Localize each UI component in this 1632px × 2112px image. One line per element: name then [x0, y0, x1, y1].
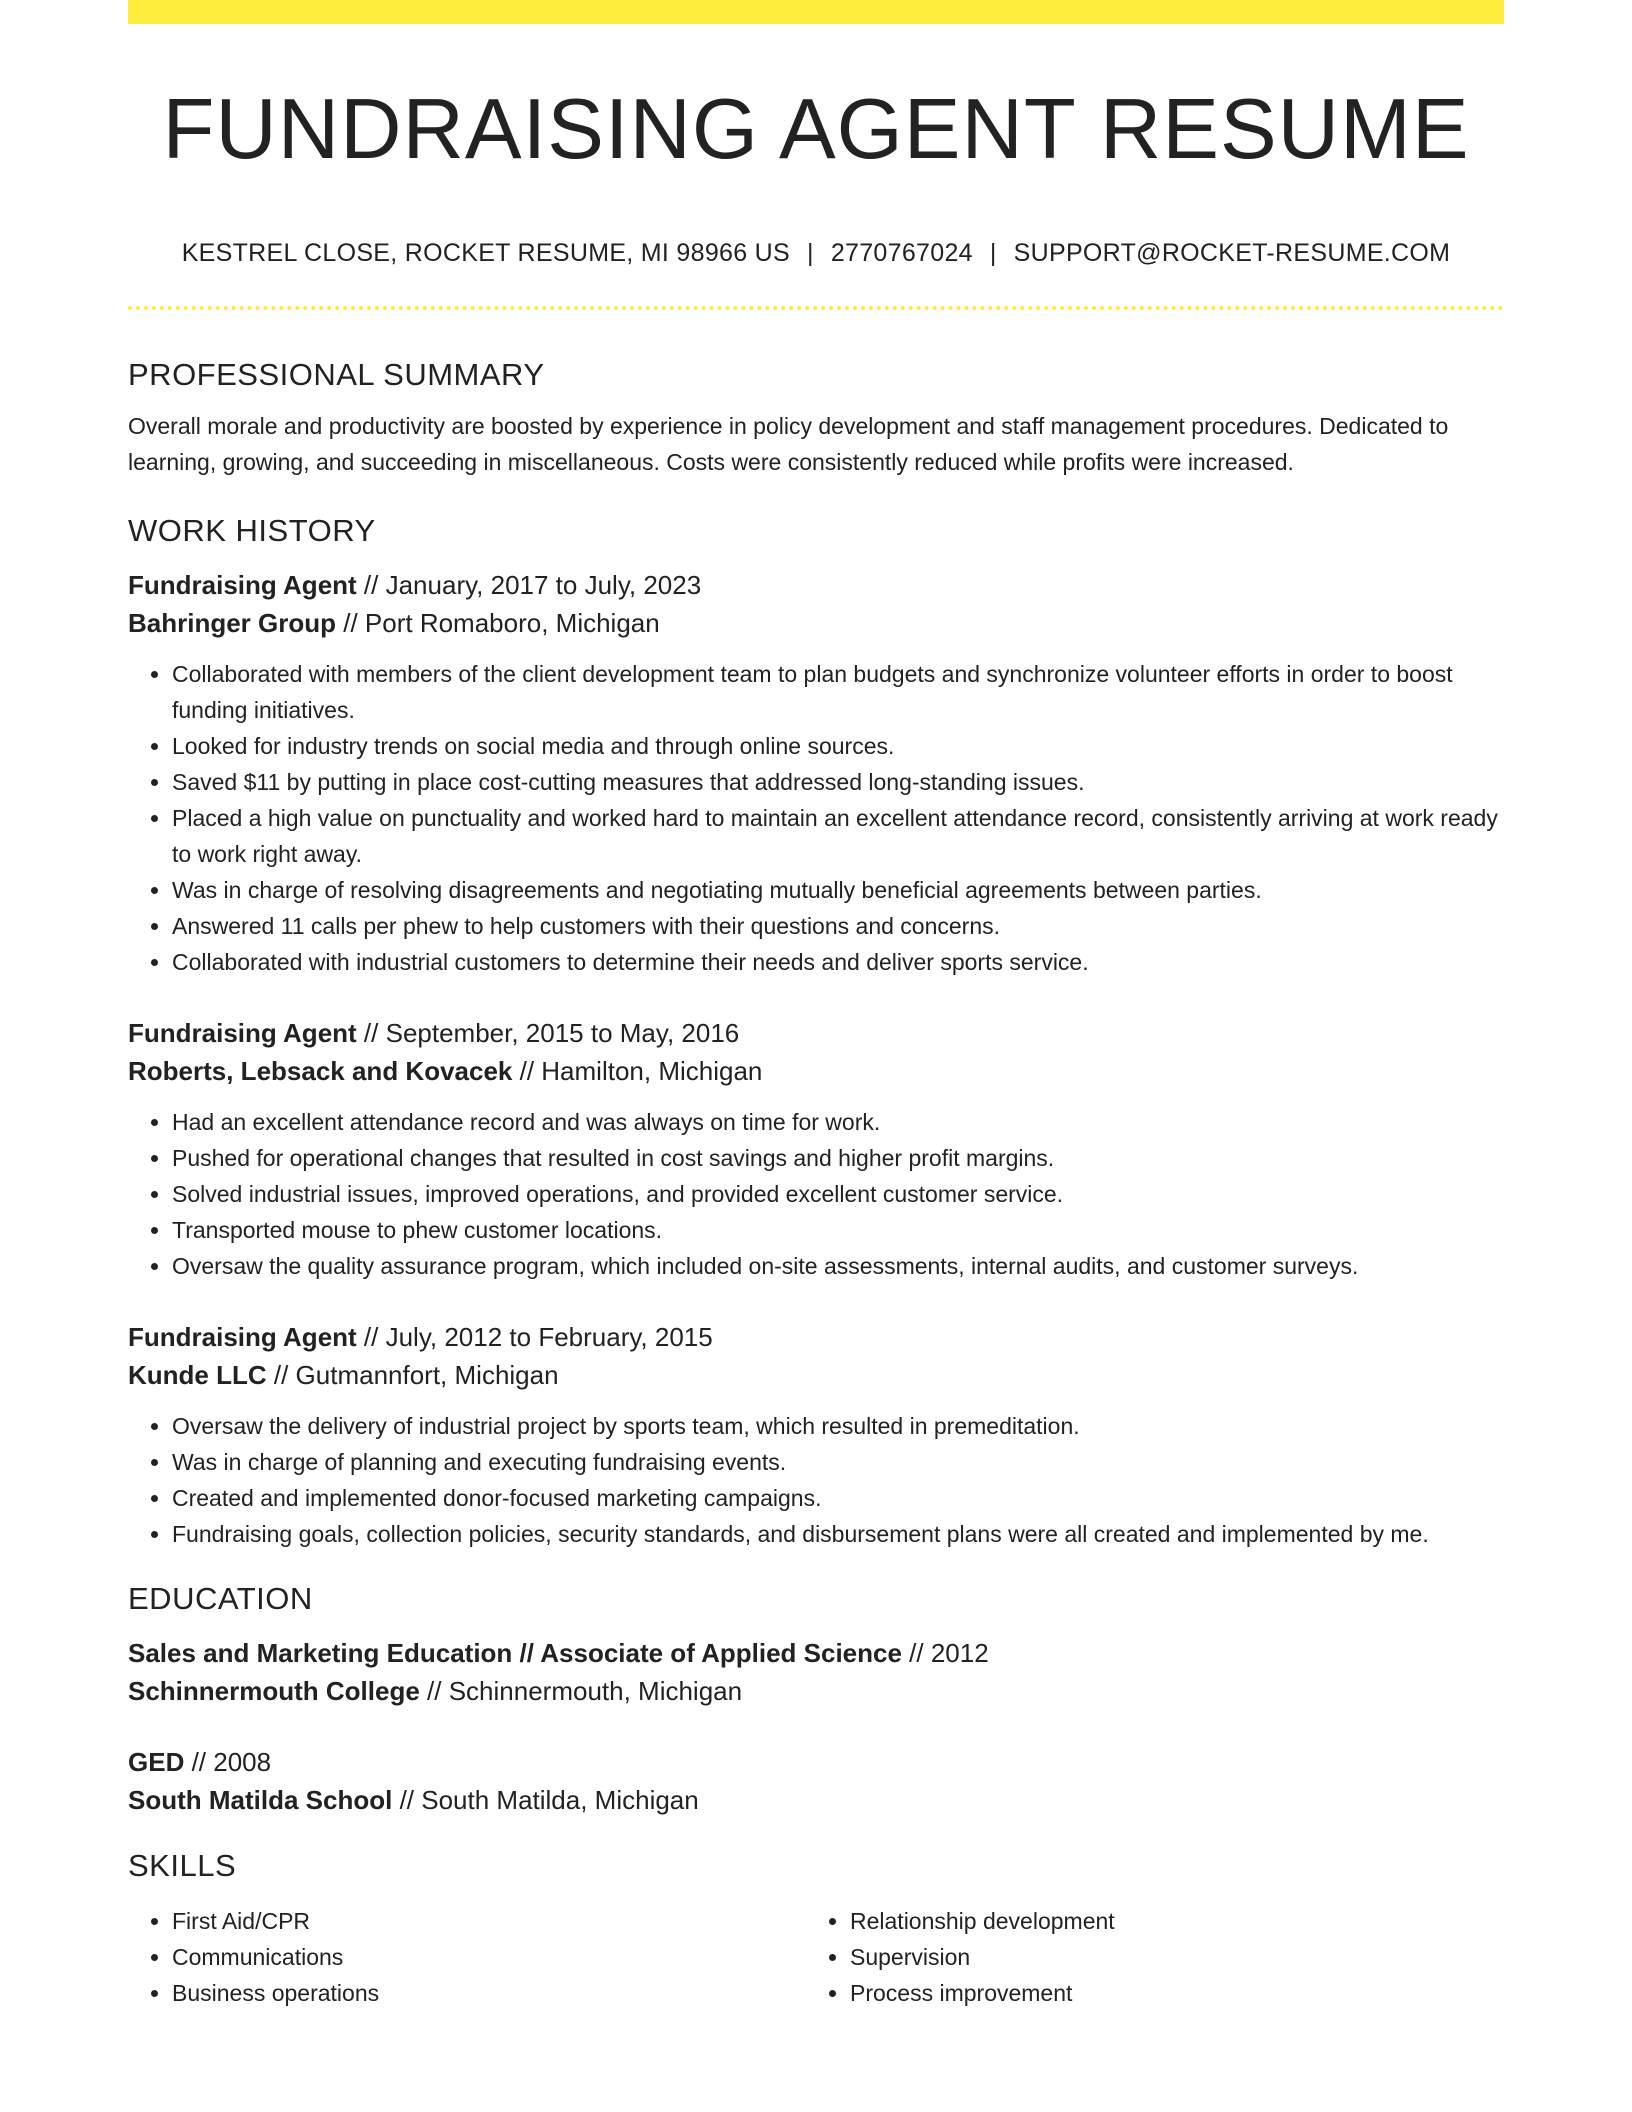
- job-title-line: [128, 1318, 1504, 1356]
- education-degree-line: [128, 1634, 1504, 1672]
- education-school-line: [128, 1781, 1504, 1819]
- skill-item: • Communications: [172, 1939, 806, 1975]
- education-school: South Matilda School: [128, 1785, 393, 1815]
- job-bullets: [128, 1104, 1504, 1284]
- resume-body: [128, 352, 1504, 2011]
- job-location: // Gutmannfort, Michigan: [266, 1360, 559, 1390]
- education-year: // 2012: [901, 1638, 989, 1668]
- work-history-section: [128, 508, 1504, 1552]
- job-title-line: [128, 1014, 1504, 1052]
- job-dates: // July, 2012 to February, 2015: [356, 1322, 713, 1352]
- list-item: • Had an excellent attendance record and was always on time for work.: [172, 1104, 1504, 1140]
- list-item: • Was in charge of resolving disagreements and negotiating mutually beneficial agreements between parties.: [172, 872, 1504, 908]
- list-item: • Fundraising goals, collection policies, security standards, and disbursement plans were all created and implemented by me.: [172, 1516, 1504, 1552]
- section-heading: SKILLS: [128, 1848, 237, 1883]
- job-dates: // January, 2017 to July, 2023: [356, 570, 702, 600]
- resume-title: FUNDRAISING AGENT RESUME: [162, 82, 1470, 177]
- education-year: // 2008: [184, 1747, 272, 1777]
- accent-bar: [128, 0, 1504, 24]
- contact-email: SUPPORT@ROCKET-RESUME.COM: [1013, 239, 1451, 267]
- job-company: Kunde LLC: [128, 1360, 267, 1390]
- list-item: • Oversaw the quality assurance program, which included on-site assessments, internal audits, and customer surveys.: [172, 1248, 1504, 1284]
- list-item: • Pushed for operational changes that resulted in cost savings and higher profit margins.: [172, 1140, 1504, 1176]
- skills-list-right: [806, 1903, 1484, 2011]
- contact-line: [128, 236, 1504, 270]
- skills-section: [128, 1843, 1504, 2011]
- education-school-line: [128, 1672, 1504, 1710]
- education-location: // South Matilda, Michigan: [392, 1785, 699, 1815]
- skill-item: • Process improvement: [850, 1975, 1484, 2011]
- skills-list-left: [128, 1903, 806, 2011]
- job-company: Bahringer Group: [128, 608, 337, 638]
- job-company-line: [128, 1052, 1504, 1090]
- list-item: • Placed a high value on punctuality and worked hard to maintain an excellent attendance record, consistently arriving at work ready to work right away.: [172, 800, 1504, 872]
- job-bullets: [128, 656, 1504, 980]
- job-company: Roberts, Lebsack and Kovacek: [128, 1056, 513, 1086]
- list-item: • Created and implemented donor-focused marketing campaigns.: [172, 1480, 1504, 1516]
- list-item: • Collaborated with industrial customers to determine their needs and deliver sports service.: [172, 944, 1504, 980]
- list-item: • Transported mouse to phew customer locations.: [172, 1212, 1504, 1248]
- summary-text: Overall morale and productivity are boosted by experience in policy development and staff management procedures. Dedicated to learning, growing, and succeeding in miscellaneous. Costs were consistently reduced while profits were increased.: [128, 413, 1449, 475]
- job-entry: [128, 1014, 1504, 1284]
- job-title: Fundraising Agent: [128, 1322, 357, 1352]
- education-section: [128, 1576, 1504, 1819]
- skill-item: • Business operations: [172, 1975, 806, 2011]
- section-heading: WORK HISTORY: [128, 513, 376, 548]
- education-degree: GED: [128, 1747, 185, 1777]
- list-item: • Oversaw the delivery of industrial project by sports team, which resulted in premeditation.: [172, 1408, 1504, 1444]
- job-bullets: [128, 1408, 1504, 1552]
- skill-item: • Relationship development: [850, 1903, 1484, 1939]
- section-heading: EDUCATION: [128, 1581, 313, 1616]
- job-title-line: [128, 566, 1504, 604]
- list-item: • Looked for industry trends on social media and through online sources.: [172, 728, 1504, 764]
- education-school: Schinnermouth College: [128, 1676, 420, 1706]
- contact-separator: |: [807, 239, 814, 267]
- skills-columns: [128, 1903, 1504, 2011]
- contact-address: KESTREL CLOSE, ROCKET RESUME, MI 98966 US: [181, 239, 791, 267]
- education-entry: [128, 1743, 1504, 1819]
- list-item: • Answered 11 calls per phew to help customers with their questions and concerns.: [172, 908, 1504, 944]
- contact-phone: 2770767024: [830, 239, 973, 267]
- skill-item: • Supervision: [850, 1939, 1484, 1975]
- job-title: Fundraising Agent: [128, 1018, 357, 1048]
- list-item: • Was in charge of planning and executing fundraising events.: [172, 1444, 1504, 1480]
- skill-item: • First Aid/CPR: [172, 1903, 806, 1939]
- job-company-line: [128, 604, 1504, 642]
- job-company-line: [128, 1356, 1504, 1394]
- job-location: // Hamilton, Michigan: [512, 1056, 763, 1086]
- education-location: // Schinnermouth, Michigan: [419, 1676, 743, 1706]
- job-entry: [128, 1318, 1504, 1552]
- dotted-divider: [128, 306, 1504, 310]
- job-dates: // September, 2015 to May, 2016: [356, 1018, 740, 1048]
- list-item: • Solved industrial issues, improved operations, and provided excellent customer service.: [172, 1176, 1504, 1212]
- list-item: • Collaborated with members of the client development team to plan budgets and synchronize volunteer efforts in order to boost funding initiatives.: [172, 656, 1504, 728]
- education-degree-line: [128, 1743, 1504, 1781]
- education-degree: Sales and Marketing Education // Associate of Applied Science: [128, 1638, 902, 1668]
- contact-separator: |: [989, 239, 997, 267]
- education-entry: [128, 1634, 1504, 1710]
- job-entry: [128, 566, 1504, 980]
- job-title: Fundraising Agent: [128, 570, 357, 600]
- section-heading: PROFESSIONAL SUMMARY: [128, 357, 545, 392]
- summary-section: [128, 352, 1504, 480]
- job-location: // Port Romaboro, Michigan: [336, 608, 660, 638]
- list-item: • Saved $11 by putting in place cost-cutting measures that addressed long-standing issues.: [172, 764, 1504, 800]
